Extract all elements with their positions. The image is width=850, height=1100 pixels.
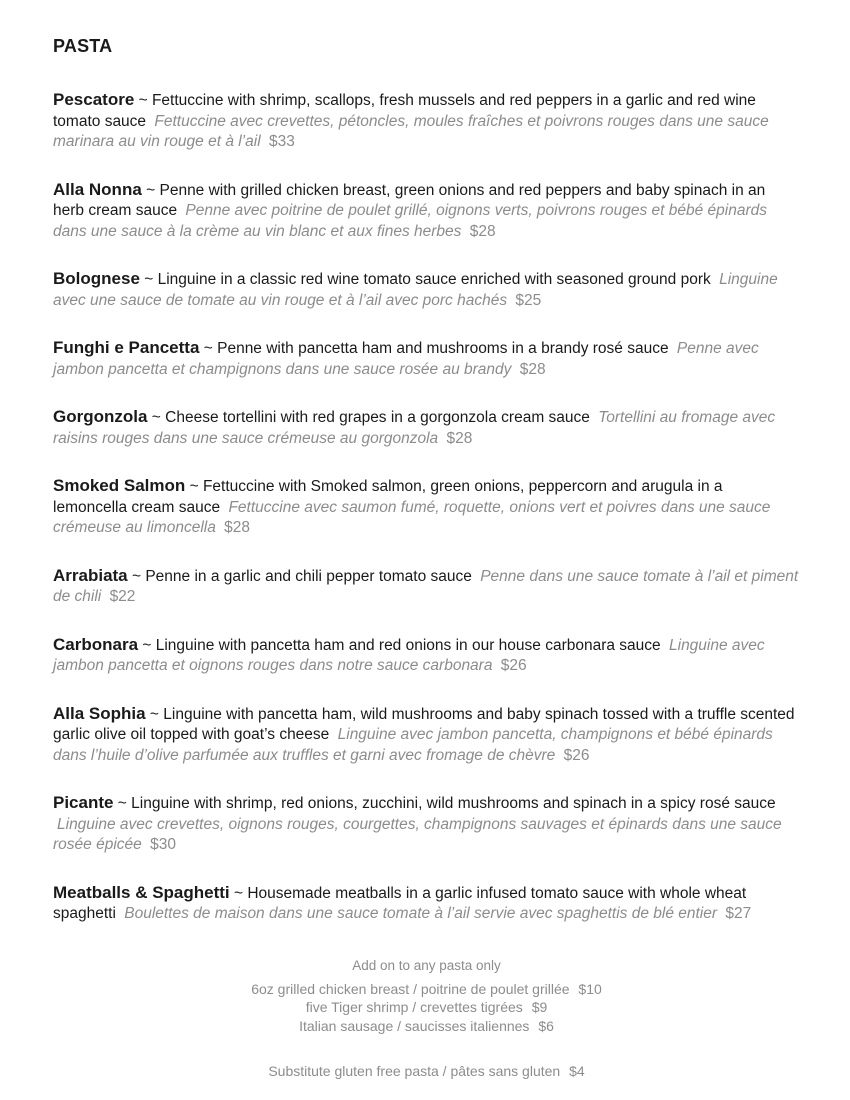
item-description-en: Fettuccine with shrimp, scallops, fresh mussels and red peppers in a garlic and red wine tomato sauce <box>53 92 756 130</box>
item-name: Arrabiata <box>53 565 128 585</box>
item-description-fr: Fettuccine avec saumon fumé, roquette, onions vert et poivres dans une sauce crémeuse au limoncella <box>53 498 771 536</box>
item-description-fr: Linguine avec jambon pancetta et oignons rouges dans notre sauce carbonara <box>53 636 765 674</box>
item-name: Funghi e Pancetta <box>53 338 200 357</box>
item-description-fr: Linguine avec crevettes, oignons rouges, courgettes, champignons sauvages et épinards dans une sauce rosée épicée <box>53 815 782 853</box>
menu-item-alla-nonna <box>53 180 800 243</box>
item-description-fr: Boulettes de maison dans une sauce tomate à l’ail servie avec spaghettis de blé entier <box>124 905 718 922</box>
item-description-en: Linguine with pancetta ham, wild mushrooms and baby spinach tossed with a truffle scented garlic olive oil topped with goat’s cheese <box>53 705 795 743</box>
menu-item-bolognese <box>53 269 800 311</box>
item-separator: ~ <box>146 181 156 199</box>
addon-option-shrimp <box>53 998 800 1017</box>
menu-item-funghi-e-pancetta <box>53 338 800 380</box>
item-separator: ~ <box>142 636 152 654</box>
item-name: Bolognese <box>53 269 140 288</box>
item-name: Pescatore <box>53 90 135 109</box>
substitute-price: $4 <box>569 1063 585 1079</box>
item-separator: ~ <box>233 884 244 902</box>
item-name: Picante <box>53 793 114 812</box>
addon-option-chicken <box>53 980 800 999</box>
item-price: $26 <box>563 746 590 764</box>
menu-item-pescatore <box>53 90 800 153</box>
item-description-fr: Penne avec jambon pancetta et champignons dans une sauce rosée au brandy <box>53 340 759 378</box>
item-price: $33 <box>268 133 295 150</box>
item-name: Meatballs & Spaghetti <box>53 882 230 902</box>
addon-label: five Tiger shrimp / crevettes tigrées <box>305 999 523 1015</box>
item-price: $27 <box>725 905 752 922</box>
menu-item-picante <box>53 793 800 856</box>
addon-label: 6oz grilled chicken breast / poitrine de poulet grillée <box>251 980 570 997</box>
item-description-en: Fettuccine with Smoked salmon, green onions, peppercorn and arugula in a lemoncella cream sauce <box>53 478 723 516</box>
item-separator: ~ <box>131 567 142 585</box>
addons-section <box>53 958 800 1080</box>
item-separator: ~ <box>138 92 148 109</box>
item-name: Alla Sophia <box>53 703 146 723</box>
item-description-fr: Linguine avec une sauce de tomate au vin rouge et à l’ail avec porc hachés <box>53 271 778 309</box>
item-name: Carbonara <box>53 634 139 654</box>
item-separator: ~ <box>149 705 159 723</box>
item-description-en: Linguine with pancetta ham and red onions in our house carbonara sauce <box>155 636 661 654</box>
item-name: Gorgonzola <box>53 407 148 426</box>
item-description-en: Housemade meatballs in a garlic infused tomato sauce with whole wheat spaghetti <box>53 884 747 922</box>
item-name: Smoked Salmon <box>53 476 186 495</box>
item-price: $22 <box>109 588 136 605</box>
item-price: $28 <box>224 519 251 536</box>
item-description-en: Penne with pancetta ham and mushrooms in a brandy rosé sauce <box>217 340 669 357</box>
addon-price: $6 <box>538 1017 554 1034</box>
item-description-fr: Linguine avec jambon pancetta, champignons et bébé épinards dans l’huile d’olive parfumée aux truffles et garni avec fromage de chèvre <box>53 726 773 764</box>
addon-price: $9 <box>531 999 548 1015</box>
addon-option-sausage <box>53 1017 800 1036</box>
item-description-fr: Tortellini au fromage avec raisins rouges dans une sauce crémeuse au gorgonzola <box>53 409 776 447</box>
item-price: $30 <box>150 836 176 853</box>
item-price: $28 <box>519 360 546 378</box>
menu-item-meatballs-spaghetti <box>53 883 800 925</box>
item-description-en: Penne in a garlic and chili pepper tomato sauce <box>145 567 472 585</box>
item-price: $28 <box>446 429 473 447</box>
item-price: $25 <box>515 291 542 309</box>
section-title: PASTA <box>53 36 113 56</box>
substitute-label: Substitute gluten free pasta / pâtes sans gluten <box>268 1063 561 1079</box>
item-description-en: Penne with grilled chicken breast, green onions and red peppers and baby spinach in an herb cream sauce <box>53 181 766 219</box>
menu-item-smoked-salmon <box>53 476 800 539</box>
item-description-en: Linguine with shrimp, red onions, zucchini, wild mushrooms and spinach in a spicy rosé sauce <box>131 795 776 812</box>
addon-label: Italian sausage / saucisses italiennes <box>299 1017 530 1034</box>
menu-item-gorgonzola <box>53 407 800 449</box>
addon-price: $10 <box>578 980 602 997</box>
item-description-fr: Penne avec poitrine de poulet grillé, oignons verts, poivrons rouges et bébé épinards dans une sauce à la crème au vin blanc et aux fines herbes <box>53 202 767 240</box>
menu-item-carbonara <box>53 635 800 677</box>
item-description-en: Linguine in a classic red wine tomato sauce enriched with seasoned ground pork <box>157 271 711 288</box>
item-description-fr: Penne dans une sauce tomate à l’ail et piment de chili <box>53 567 799 605</box>
item-separator: ~ <box>144 271 154 288</box>
item-separator: ~ <box>203 340 213 357</box>
menu-item-arrabiata <box>53 566 800 608</box>
substitute-note <box>53 1063 800 1079</box>
item-price: $28 <box>469 222 496 240</box>
item-separator: ~ <box>117 795 127 812</box>
item-price: $26 <box>500 657 527 674</box>
item-name: Alla Nonna <box>53 179 142 199</box>
item-separator: ~ <box>189 478 199 495</box>
menu-item-alla-sophia <box>53 704 800 767</box>
addons-note: Add on to any pasta only <box>352 957 501 973</box>
item-separator: ~ <box>151 409 161 426</box>
item-description-en: Cheese tortellini with red grapes in a gorgonzola cream sauce <box>165 409 590 426</box>
item-description-fr: Fettuccine avec crevettes, pétoncles, moules fraîches et poivrons rouges dans une sauce marinara au vin rouge et à l’ail <box>53 112 769 150</box>
